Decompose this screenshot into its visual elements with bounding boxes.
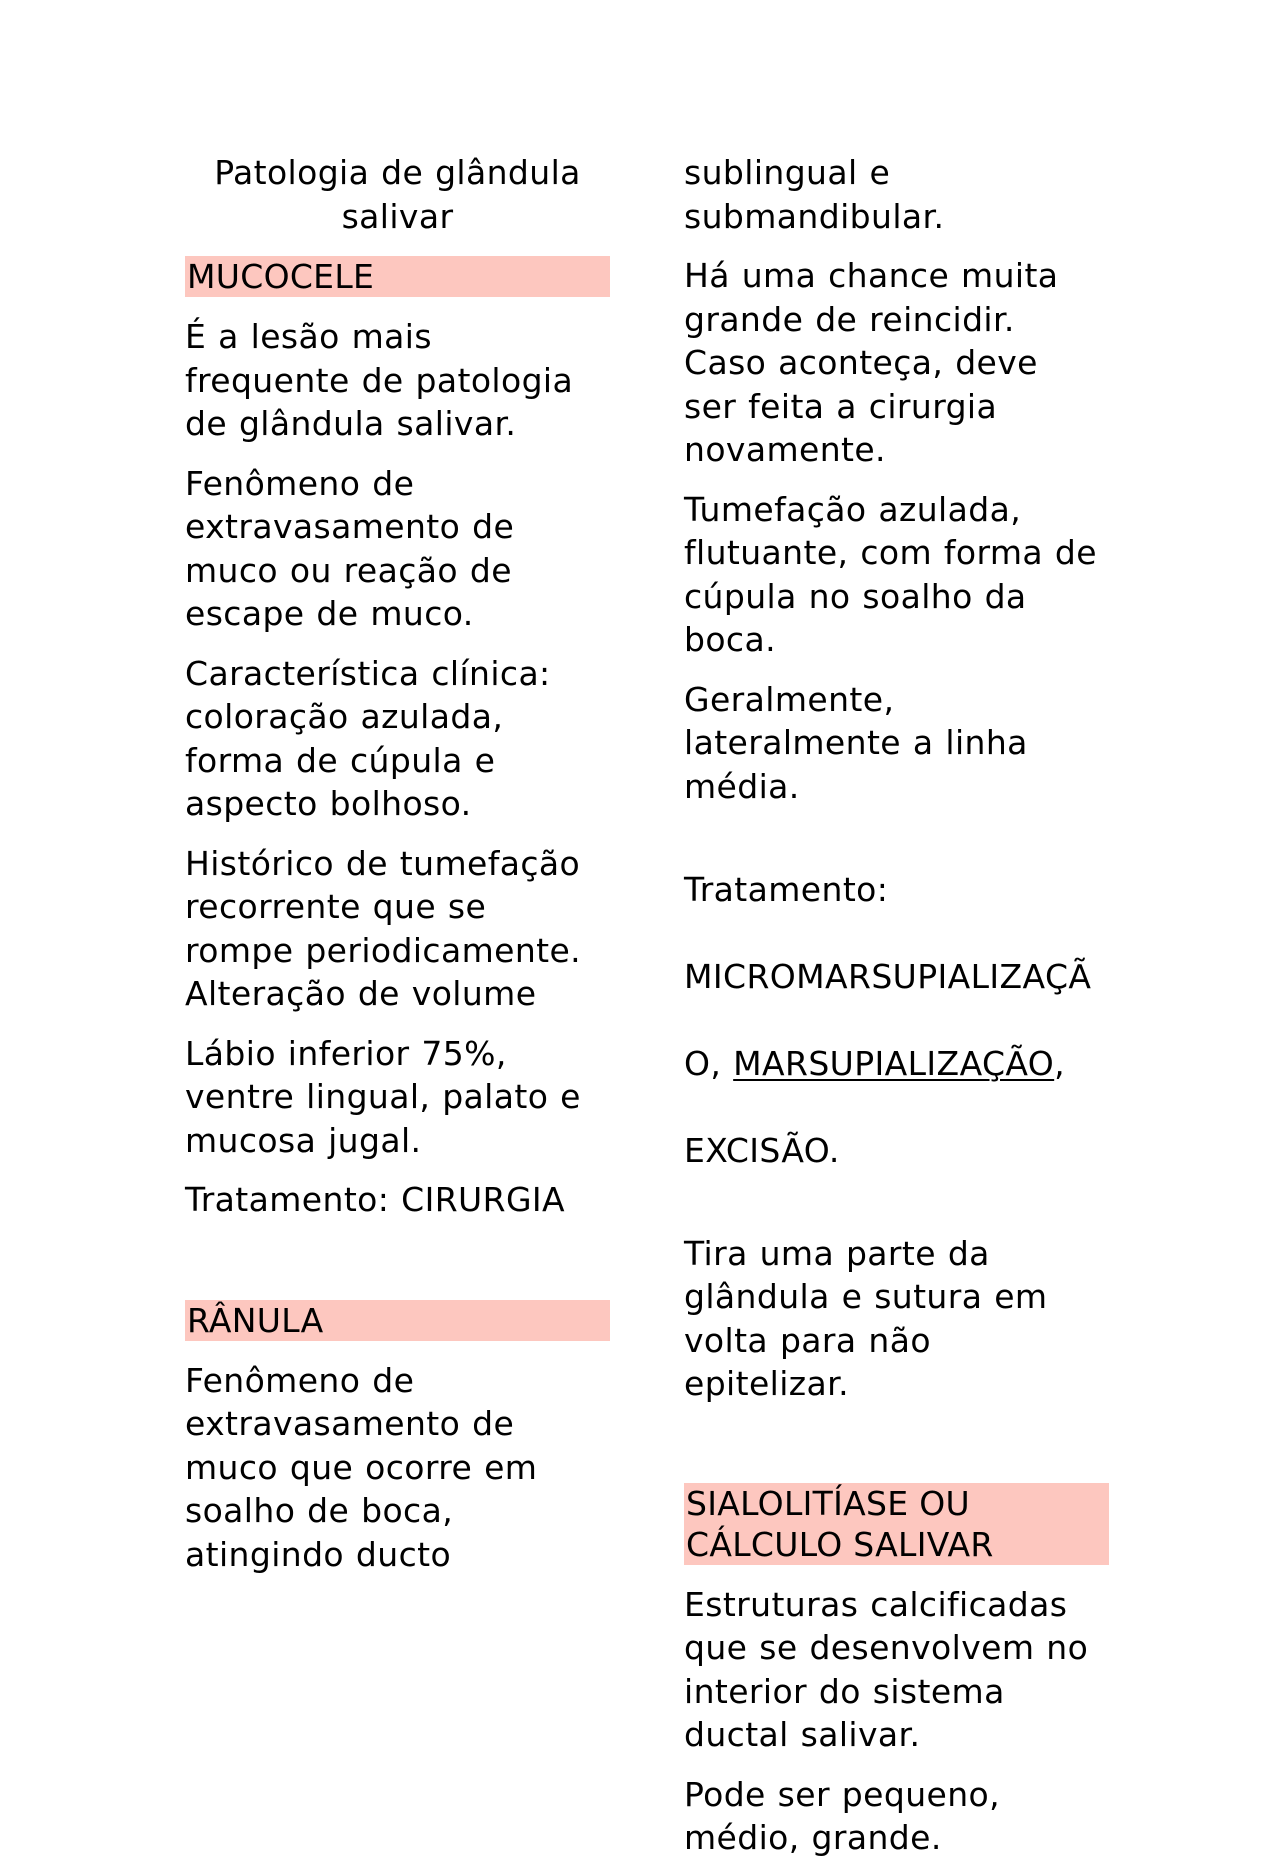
ranula-paragraph-4: Geralmente, lateralmente a linha média. [684,679,1028,806]
section-heading-mucocele: MUCOCELE [185,256,610,297]
ranula-treatment-option-1: MICROMARSUPIALIZAÇÃ [684,956,1092,996]
right-column [684,151,1109,1860]
mucocele-paragraph-4: Histórico de tumefação recorrente que se rompe periodicamente. Alteração de volume [185,843,582,1013]
ranula-paragraph-2: Há uma chance muita grande de reincidir. Caso aconteça, deve ser feita a cirurgia novamente. [684,256,1059,469]
section-heading-ranula: RÂNULA [185,1300,610,1341]
ranula-paragraph-1-continued: sublingual e submandibular. [684,153,945,236]
mucocele-paragraph-3: Característica clínica: coloração azulada, forma de cúpula e aspecto bolhoso. [185,653,551,823]
ranula-paragraph-1: Fenômeno de extravasamento de muco que ocorre em soalho de boca, atingindo ducto [185,1360,538,1574]
sialolitiase-paragraph-1: Estruturas calcificadas que se desenvolvem no interior do sistema ductal salivar. [684,1584,1089,1754]
mucocele-treatment: Tratamento: CIRURGIA [185,1180,566,1219]
ranula-treatment-option-2: MARSUPIALIZAÇÃO [733,1043,1055,1083]
ranula-treatment-label: Tratamento: [684,869,889,909]
section-heading-sialolitiase: SIALOLITÍASE OU CÁLCULO SALIVAR [684,1483,1109,1565]
ranula-paragraph-3: Tumefação azulada, flutuante, com forma de cúpula no soalho da boca. [684,489,1097,659]
left-column [185,151,610,1576]
mucocele-paragraph-2: Fenômeno de extravasamento de muco ou reação de escape de muco. [185,463,515,633]
page-title: Patologia de glândula salivar [214,153,581,236]
mucocele-paragraph-5: Lábio inferior 75%, ventre lingual, palato e mucosa jugal. [185,1033,581,1160]
ranula-paragraph-6: Tira uma parte da glândula e sutura em volta para não epitelizar. [684,1233,1048,1403]
ranula-treatment-line-3 [684,1042,1109,1086]
ranula-treatment [684,824,1109,1216]
ranula-treatment-option-3: EXCISÃO. [684,1130,840,1170]
sialolitiase-paragraph-2: Pode ser pequeno, médio, grande. [684,1774,1001,1857]
ranula-treatment-line-3-suffix: , [1054,1043,1066,1083]
ranula-treatment-line-3-prefix: O, [684,1043,734,1083]
mucocele-paragraph-1: É a lesão mais frequente de patologia de glândula salivar. [185,317,574,443]
